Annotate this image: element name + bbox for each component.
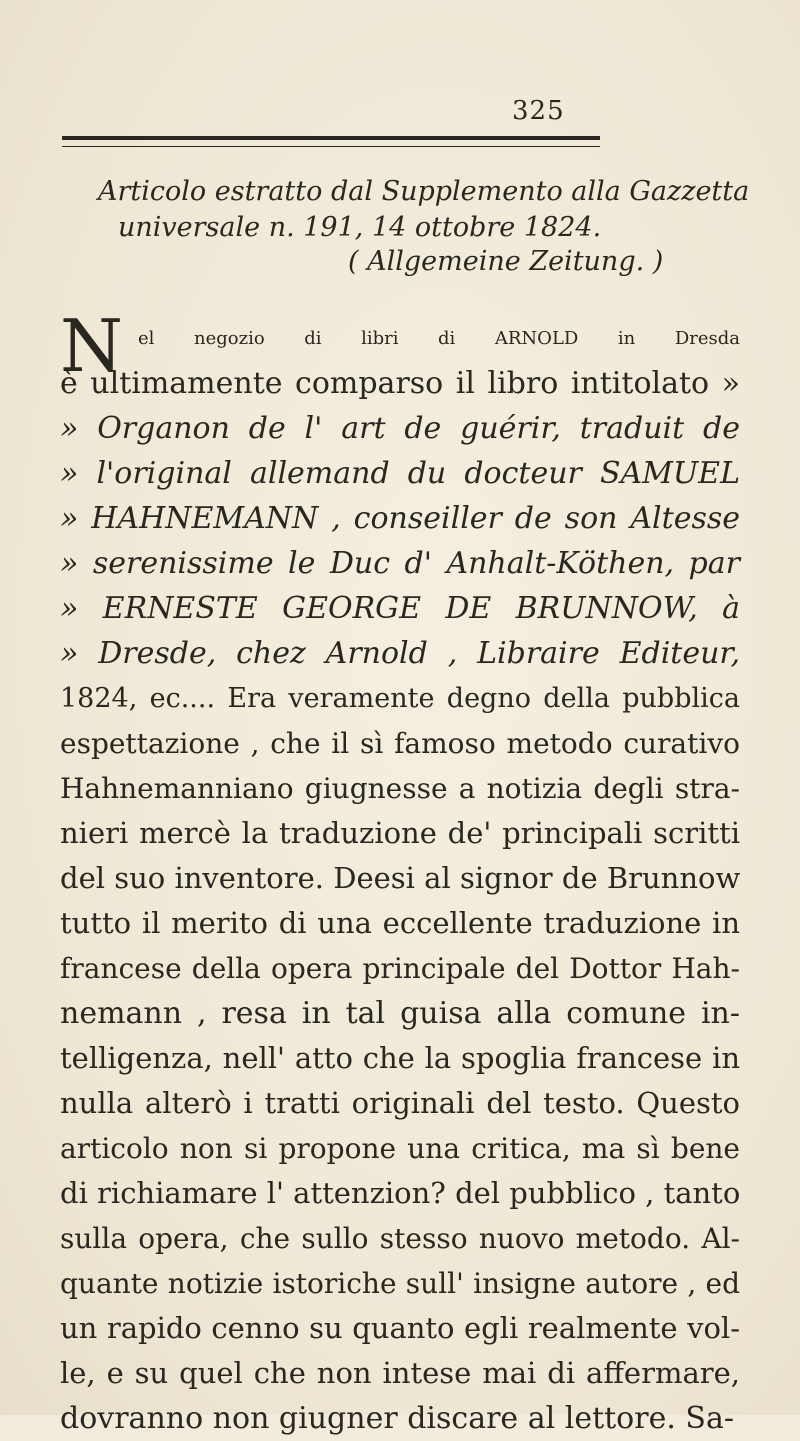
body-line: » Dresde, chez Arnold , Libraire Editeur, <box>60 636 740 671</box>
page-number: 325 <box>512 96 565 126</box>
body-line: » ERNESTE GEORGE DE BRUNNOW, à <box>60 591 740 626</box>
body-line: » HAHNEMANN , conseiller de son Altesse <box>60 501 740 536</box>
drop-cap: N <box>60 304 123 388</box>
body-line: nieri mercè la traduzione de' principali scritti <box>60 816 740 850</box>
body-line: nulla alterò i tratti originali del testo. Questo <box>60 1086 740 1120</box>
body-line: quante notizie istoriche sull' insigne autore , ed <box>60 1267 740 1300</box>
body-line: » Organon de l' art de guérir, traduit de <box>60 411 740 446</box>
header-rule-thick <box>62 136 600 140</box>
header-rule-thin <box>62 146 600 147</box>
body-line: francese della opera principale del Dottor Hah- <box>60 952 740 985</box>
body-line: del suo inventore. Deesi al signor de Brunnow <box>60 861 741 895</box>
body-line: è ultimamente comparso il libro intitolato » <box>60 366 740 401</box>
body-line: tutto il merito di una eccellente traduzione in <box>60 906 740 940</box>
body-line: » serenissime le Duc d' Anhalt-Köthen, par <box>60 546 740 581</box>
body-line: nemann , resa in tal guisa alla comune in- <box>60 996 740 1031</box>
body-line: el negozio di libri di ARNOLD in Dresda <box>138 328 740 349</box>
header-line-3: ( Allgemeine Zeitung. ) <box>348 246 664 277</box>
header-line-1: Articolo estratto dal Supplemento alla Gazzetta <box>98 176 750 207</box>
body-line: di richiamare l' attenzion? del pubblico , tanto <box>60 1176 741 1210</box>
body-line: Hahnemanniano giugnesse a notizia degli stra- <box>60 772 740 805</box>
article-body <box>60 304 741 1441</box>
body-line: un rapido cenno su quanto egli realmente vol- <box>60 1311 740 1345</box>
body-line: articolo non si propone una critica, ma sì bene <box>60 1132 740 1165</box>
body-line: espettazione , che il sì famoso metodo curativo <box>60 727 740 760</box>
body-line: sulla opera, che sullo stesso nuovo metodo. Al- <box>60 1222 740 1255</box>
body-line: dovranno non giugner discare al lettore. Sa- <box>60 1401 734 1436</box>
body-line: 1824, ec.... Era veramente degno della pubblica <box>60 683 740 714</box>
body-line: telligenza, nell' atto che la spoglia francese in <box>60 1041 740 1075</box>
body-line: » l'original allemand du docteur SAMUEL <box>60 456 740 491</box>
header-line-2: universale n. 191, 14 ottobre 1824. <box>118 212 602 243</box>
body-line: le, e su quel che non intese mai di affermare, <box>60 1356 740 1390</box>
